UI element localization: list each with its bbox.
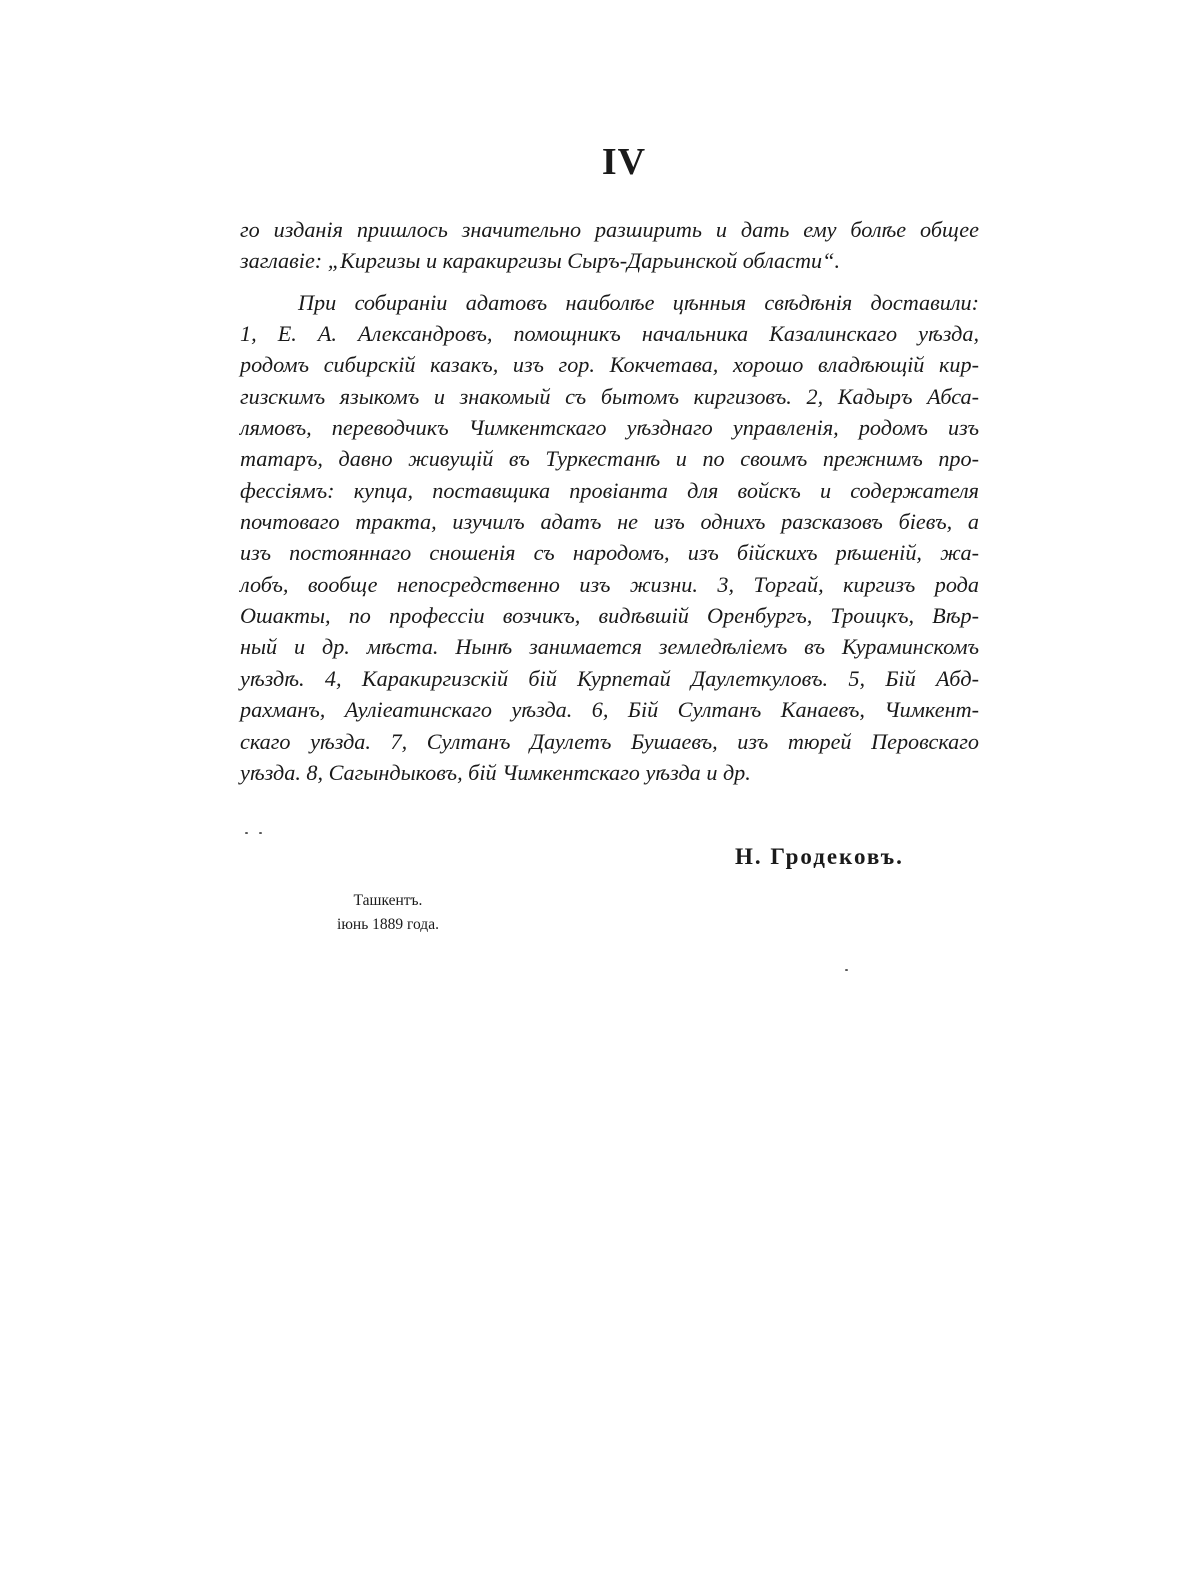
text-line: почтоваго тракта, изучилъ адатъ не изъ однихъ разсказовъ біевъ, а [240,509,979,535]
text-line: родомъ сибирскій казакъ, изъ гор. Кокчетава, хорошо владѣющій кир- [240,352,979,378]
text-line: 1, Е. А. Александровъ, помощникъ начальника Казалинскаго уѣзда, [240,321,979,347]
paragraph-gap [240,277,979,287]
text-line: го изданія пришлось значительно разширить и дать ему болѣе общее [240,217,979,242]
text-line: татаръ, давно живущій въ Туркестанѣ и по своимъ прежнимъ про- [240,446,979,472]
scan-speck [245,832,248,834]
text-line: Ошакты, по профессіи возчикъ, видѣвшій Оренбургъ, Троицкъ, Вѣр- [240,603,979,629]
text-line: При собираніи адатовъ наиболѣе цѣнныя свѣдѣнія доставили: [298,289,979,315]
text-line: изъ постояннаго сношенія съ народомъ, изъ бійскихъ рѣшеній, жа- [240,540,979,566]
text-line: лобъ, вообще непосредственно изъ жизни. 3, Торгай, киргизъ рода [240,571,979,597]
text-line: уѣздѣ. 4, Каракиргизскій бій Курпетай Даулеткуловъ. 5, Бій Абд- [240,665,979,691]
text-line: заглавіе: „Киргизы и каракиргизы Сыръ-Дарьинской области“. [240,248,841,274]
text-line: рахманъ, Ауліеатинскаго уѣзда. 6, Бій Султанъ Канаевъ, Чимкент- [240,697,979,723]
text-line: уѣзда. 8, Сагындыковъ, бій Чимкентскаго уѣзда и др. [240,759,751,785]
text-line: ный и др. мѣста. Нынѣ занимается земледѣліемъ въ Кураминскомъ [240,634,979,660]
text-line: фессіямъ: купца, поставщика провіанта для войскъ и содержателя [240,477,979,503]
text-line: гизскимъ языкомъ и знакомый съ бытомъ киргизовъ. 2, Кадыръ Абса- [240,383,979,409]
date: іюнь 1889 года. [337,916,439,933]
place: Ташкентъ. [353,892,423,909]
scan-speck [259,832,262,834]
author-signature: Н. Гродековъ. [735,844,904,869]
body-text [240,214,979,788]
text-line: лямовъ, переводчикъ Чимкентскаго уѣзднаго управленія, родомъ изъ [240,415,979,441]
page-number: IV [601,141,647,183]
scan-speck [845,969,848,971]
place-and-date [318,889,458,937]
text-line: скаго уѣзда. 7, Султанъ Даулетъ Бушаевъ, изъ тюрей Перовскаго [240,728,979,754]
